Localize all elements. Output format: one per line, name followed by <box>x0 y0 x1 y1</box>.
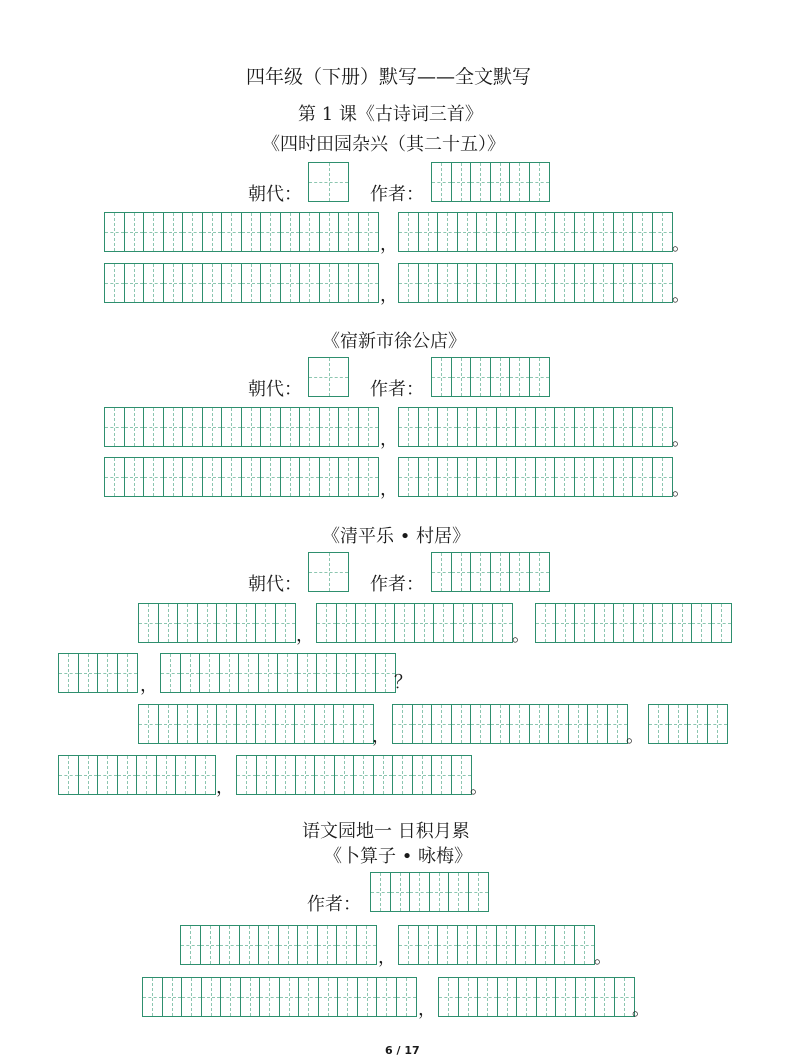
line-answer-grid[interactable] <box>648 704 728 744</box>
author-answer-grid[interactable] <box>431 162 550 202</box>
author-label: 作者： <box>370 574 424 595</box>
period-mark: 。 <box>594 947 612 968</box>
line-answer-grid[interactable] <box>138 603 296 643</box>
comma-mark: ， <box>380 479 398 500</box>
line-answer-grid[interactable] <box>58 755 216 795</box>
poem-title-1: 《四时田园杂兴（其二十五）》 <box>262 134 505 155</box>
period-mark: 。 <box>672 429 690 450</box>
line-answer-grid[interactable] <box>398 263 673 303</box>
author-label: 作者： <box>307 894 361 915</box>
line-answer-grid[interactable] <box>104 212 379 252</box>
comma-mark: ， <box>372 726 390 747</box>
period-mark: 。 <box>512 625 530 646</box>
comma-mark: ， <box>380 285 398 306</box>
line-answer-grid[interactable] <box>236 755 472 795</box>
poem-title-3: 《清平乐 • 村居》 <box>322 526 471 547</box>
line-answer-grid[interactable] <box>316 603 513 643</box>
line-answer-grid[interactable] <box>58 653 138 693</box>
comma-mark: ， <box>380 234 398 255</box>
line-answer-grid[interactable] <box>398 457 673 497</box>
lesson-title: 第 1 课《古诗词三首》 <box>298 104 483 125</box>
line-answer-grid[interactable] <box>398 407 673 447</box>
line-answer-grid[interactable] <box>392 704 628 744</box>
author-label: 作者： <box>370 184 424 205</box>
period-mark: 。 <box>672 234 690 255</box>
author-answer-grid[interactable] <box>431 357 550 397</box>
line-answer-grid[interactable] <box>104 457 379 497</box>
comma-mark: ， <box>296 625 314 646</box>
line-answer-grid[interactable] <box>138 704 374 744</box>
line-answer-grid[interactable] <box>398 925 595 965</box>
question-mark: ？ <box>394 672 412 693</box>
line-answer-grid[interactable] <box>398 212 673 252</box>
author-answer-grid[interactable] <box>431 552 550 592</box>
dynasty-answer-grid[interactable] <box>308 357 349 397</box>
dynasty-answer-grid[interactable] <box>308 162 349 202</box>
period-mark: 。 <box>672 479 690 500</box>
page-number: 6 / 17 <box>385 1044 420 1057</box>
dynasty-label: 朝代： <box>248 184 302 205</box>
author-label: 作者： <box>370 379 424 400</box>
page-title: 四年级（下册）默写——全文默写 <box>246 66 532 88</box>
dynasty-label: 朝代： <box>248 574 302 595</box>
dynasty-answer-grid[interactable] <box>308 552 349 592</box>
comma-mark: ， <box>216 777 234 798</box>
line-answer-grid[interactable] <box>104 263 379 303</box>
section-title: 语文园地一 日积月累 <box>302 821 470 842</box>
period-mark: 。 <box>632 999 650 1020</box>
line-answer-grid[interactable] <box>104 407 379 447</box>
poem-title-4: 《卜算子 • 咏梅》 <box>324 846 473 867</box>
author-answer-grid[interactable] <box>370 872 489 912</box>
comma-mark: ， <box>140 675 158 696</box>
comma-mark: ， <box>380 429 398 450</box>
line-answer-grid[interactable] <box>535 603 732 643</box>
period-mark: 。 <box>470 777 488 798</box>
line-answer-grid[interactable] <box>160 653 396 693</box>
period-mark: 。 <box>626 726 644 747</box>
line-answer-grid[interactable] <box>438 977 635 1017</box>
period-mark: 。 <box>672 285 690 306</box>
line-answer-grid[interactable] <box>142 977 417 1017</box>
comma-mark: ， <box>378 947 396 968</box>
poem-title-2: 《宿新市徐公店》 <box>322 331 466 352</box>
comma-mark: ， <box>418 999 436 1020</box>
line-answer-grid[interactable] <box>180 925 377 965</box>
dynasty-label: 朝代： <box>248 379 302 400</box>
